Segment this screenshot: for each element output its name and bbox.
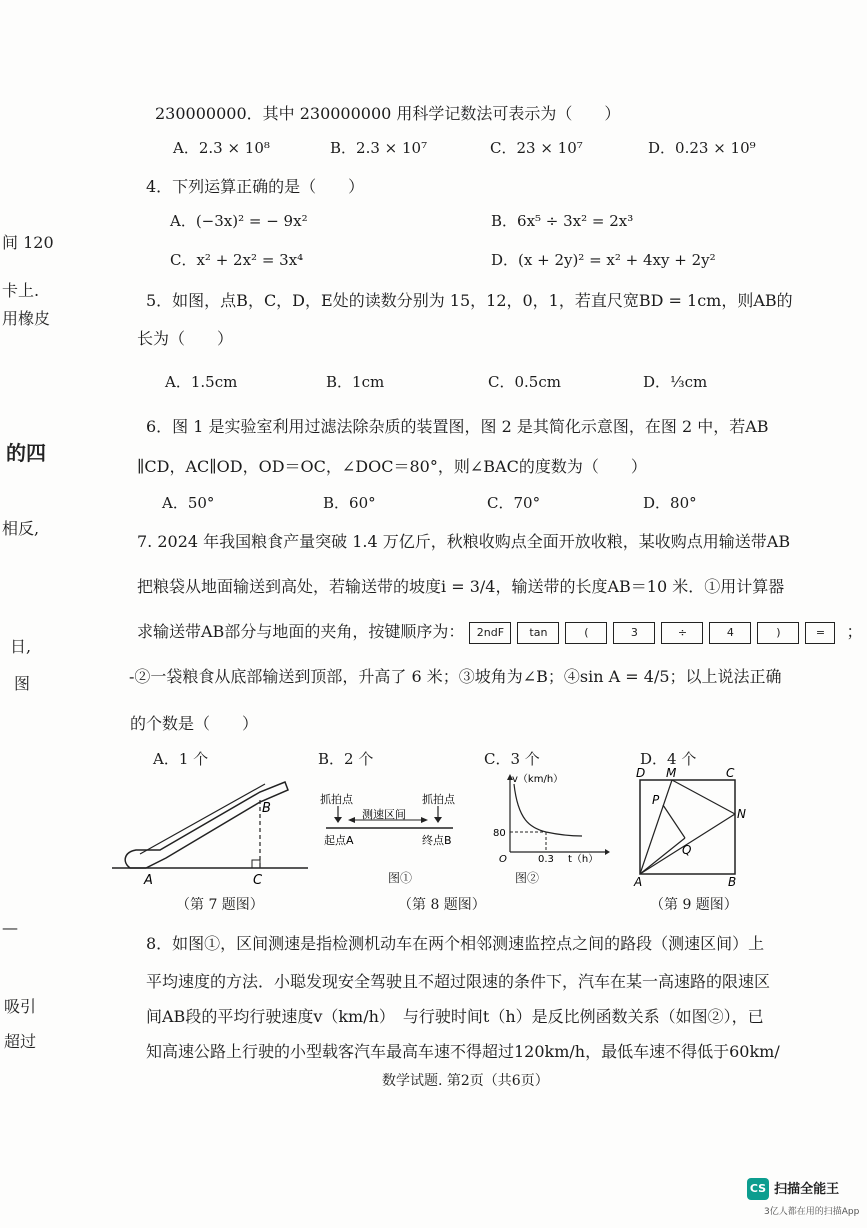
fig8b-y-tick: 80: [493, 828, 506, 839]
q4-option-b: B．6x⁵ ÷ 3x² = 2x³: [491, 212, 634, 230]
fig9-label-a: A: [634, 875, 643, 887]
margin-fragment: 卡上.: [2, 281, 40, 300]
fig7-caption: （第 7 题图）: [176, 897, 264, 913]
q6-option-b: B．60°: [323, 494, 376, 512]
calculator-key: 4: [709, 622, 751, 644]
fig9-label-b: B: [728, 875, 737, 887]
scanner-watermark: [747, 1177, 839, 1200]
q3-option-c: C．23 × 10⁷: [490, 139, 583, 157]
q7-option-c: C．3 个: [484, 750, 540, 768]
margin-fragment: 图: [14, 674, 31, 693]
fig7-label-a: A: [144, 873, 153, 888]
q5-stem-line2: 长为（ ）: [137, 329, 234, 348]
q7-stem-line2: 把粮袋从地面输送到高处，若输送带的坡度i = 3/4，输送带的长度AB＝10 米．①用计算器: [137, 577, 785, 596]
fig8a-caption: 图①: [388, 871, 413, 885]
q3-option-d: D．0.23 × 10⁹: [648, 139, 756, 157]
fig9-label-q: Q: [682, 843, 692, 857]
key-sequence: [469, 622, 841, 644]
fig8-caption: （第 8 题图）: [398, 897, 486, 913]
fig9-label-m: M: [666, 766, 677, 780]
margin-fragment: 相反,: [2, 519, 40, 538]
fig9-label-n: N: [737, 807, 746, 821]
q7-stem-line1: 7. 2024 年我国粮食产量突破 1.4 万亿斤，秋粮收购点全面开放收粮，某收购点用输送带AB: [137, 532, 791, 551]
q8-line4: 知高速公路上行驶的小型载客汽车最高车速不得超过120km/h，最低车速不得低于60km/: [146, 1042, 780, 1061]
q5-option-d: D．⅓cm: [643, 373, 708, 391]
q5-option-b: B．1cm: [326, 373, 385, 391]
q6-stem-line2: ∥CD，AC∥OD，OD＝OC，∠DOC＝80°，则∠BAC的度数为（ ）: [137, 457, 647, 476]
q7-stem-line4: -②一袋粮食从底部输送到顶部，升高了 6 米；③坡角为∠B；④sin A = 4/5；以上说法正确: [129, 667, 782, 686]
margin-fragment: 超过: [4, 1032, 37, 1051]
figure-7-conveyor: [110, 770, 310, 890]
fig8b-t-label: t（h）: [568, 854, 599, 865]
page-footer: 数学试题. 第2页（共6页）: [382, 1073, 549, 1089]
figure-8-graph: [490, 770, 610, 865]
fig9-label-p: P: [652, 793, 660, 807]
q6-option-a: A．50°: [162, 494, 215, 512]
margin-fragment: 用橡皮: [2, 309, 51, 328]
q7-option-d: D．4 个: [640, 750, 697, 768]
q4-option-a: A．(−3x)² = − 9x²: [170, 212, 308, 230]
fig8a-middle: 测速区间: [362, 808, 406, 821]
q7-stem-line3: [137, 619, 863, 644]
q4-stem: 4．下列运算正确的是（ ）: [146, 177, 365, 196]
calculator-key: =: [805, 622, 835, 644]
q8-line2: 平均速度的方法．小聪发现安全驾驶且不超过限速的条件下，汽车在某一高速路的限速区: [146, 972, 771, 991]
q6-option-d: D．80°: [643, 494, 697, 512]
fig8a-right-top: 抓拍点: [422, 793, 455, 806]
q7-option-a: A．1 个: [153, 750, 209, 768]
q8-line1: 8．如图①，区间测速是指检测机动车在两个相邻测速监控点之间的路段（测速区间）上: [146, 934, 765, 953]
calculator-key: tan: [517, 622, 559, 644]
fig7-label-c: C: [253, 873, 263, 888]
q7-semicolon: ；: [846, 622, 863, 641]
q5-stem-line1: 5．如图，点B，C，D，E处的读数分别为 15，12，0，1，若直尺宽BD = 1cm，则AB的: [146, 291, 793, 310]
calculator-key: ): [757, 622, 799, 644]
calculator-key: 3: [613, 622, 655, 644]
q7-option-b: B．2 个: [318, 750, 374, 768]
fig7-label-b: B: [262, 801, 271, 816]
margin-fragment: 的四: [6, 441, 46, 465]
q3-option-b: B．2.3 × 10⁷: [330, 139, 428, 157]
q3-option-a: A．2.3 × 10⁸: [173, 139, 270, 157]
margin-fragment: —: [2, 918, 18, 937]
figure-9-square: [630, 762, 750, 887]
q7-keypress-intro: 求输送带AB部分与地面的夹角，按键顺序为：: [137, 622, 465, 641]
figure-8-section: [318, 790, 468, 850]
margin-fragment: 日,: [10, 637, 32, 656]
fig9-caption: （第 9 题图）: [650, 897, 738, 913]
calculator-key: 2ndF: [469, 622, 511, 644]
scanner-app-name: 扫描全能王: [774, 1182, 840, 1197]
q4-option-d: D．(x + 2y)² = x² + 4xy + 2y²: [491, 251, 716, 269]
calculator-key: ÷: [661, 622, 703, 644]
q7-stem-line5: 的个数是（ ）: [130, 714, 259, 733]
fig8a-left-bottom: 起点A: [324, 834, 354, 847]
q5-option-c: C．0.5cm: [488, 373, 561, 391]
fig8b-origin: O: [499, 854, 507, 865]
fig8b-caption: 图②: [515, 871, 540, 885]
fig8a-left-top: 抓拍点: [320, 793, 353, 806]
q8-line3: 间AB段的平均行驶速度v（km/h） 与行驶时间t（h）是反比例函数关系（如图②），已: [146, 1007, 764, 1026]
margin-fragment: 间 120: [2, 233, 54, 252]
fig8b-v-label: v（km/h）: [512, 774, 564, 785]
fig9-label-d: D: [636, 766, 646, 780]
q6-stem-line1: 6．图 1 是实验室利用过滤法除杂质的装置图，图 2 是其简化示意图，在图 2 中，若AB: [146, 417, 769, 436]
fig8a-right-bottom: 终点B: [422, 834, 452, 847]
fig8b-x-tick: 0.3: [538, 854, 554, 865]
q3-stem: 230000000．其中 230000000 用科学记数法可表示为（ ）: [155, 104, 621, 123]
scanner-tagline: 3亿人都在用的扫描App: [764, 1207, 860, 1217]
q4-option-c: C．x² + 2x² = 3x⁴: [170, 251, 304, 269]
calculator-key: (: [565, 622, 607, 644]
scanner-logo-icon: CS: [747, 1178, 769, 1200]
fig9-label-c: C: [726, 766, 735, 780]
inverse-curve: [514, 784, 582, 836]
q5-option-a: A．1.5cm: [165, 373, 238, 391]
margin-fragment: 吸引: [4, 997, 37, 1016]
q6-option-c: C．70°: [487, 494, 541, 512]
